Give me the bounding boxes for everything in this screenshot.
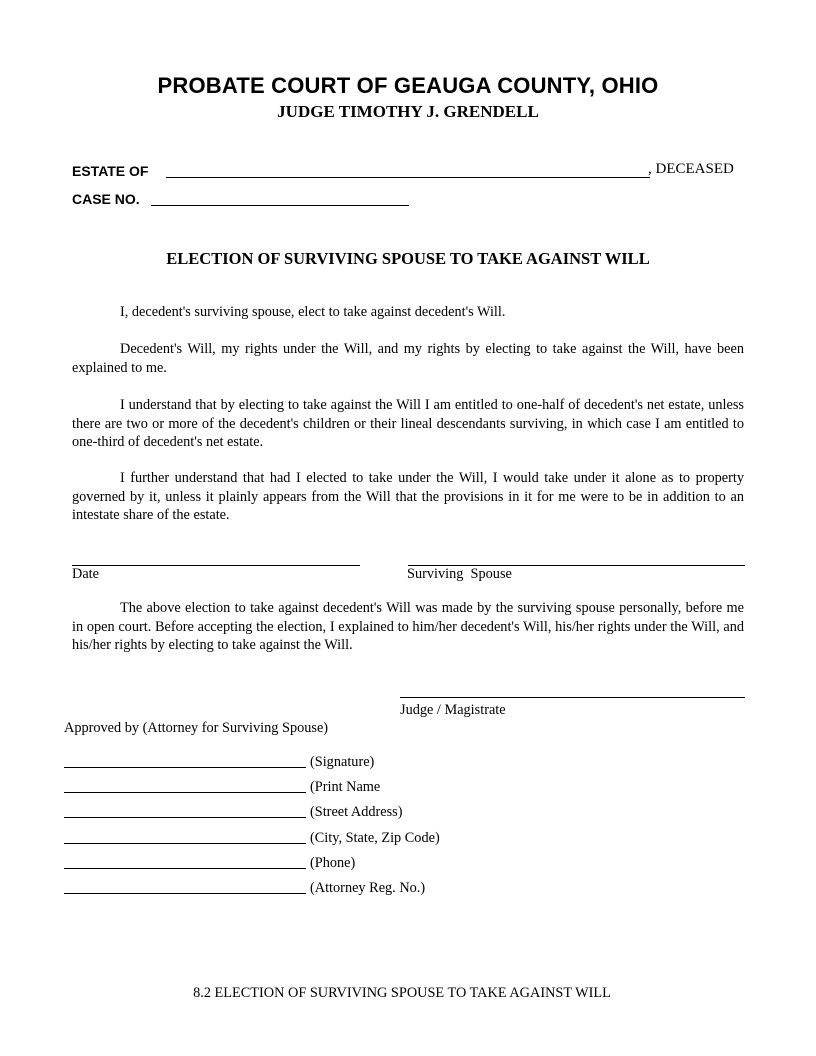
attorney-city-state-zip-label: (City, State, Zip Code) xyxy=(310,830,440,846)
attorney-approval-heading: Approved by (Attorney for Surviving Spouse) xyxy=(64,720,329,736)
paragraph-under-will xyxy=(72,469,744,525)
attorney-print-name-field[interactable] xyxy=(64,792,306,793)
paragraph-election-text: I, decedent's surviving spouse, elect to take against decedent's Will. xyxy=(120,304,506,320)
case-no-label: CASE NO. xyxy=(72,191,140,207)
attorney-reg-no-field[interactable] xyxy=(64,893,306,894)
attorney-street-address-label: (Street Address) xyxy=(310,804,403,820)
paragraph-entitlement-text: I understand that by electing to take against the Will I am entitled to one-half of decedent's net estate, unless there are two or more of the decedent's children or their lineal descendants surviving, in which case I am entitled to one-third of decedent's net estate. xyxy=(72,397,744,450)
attorney-print-name-label: (Print Name xyxy=(310,779,381,795)
surviving-spouse-label: Surviving Spouse xyxy=(407,566,512,582)
attorney-city-state-zip-field[interactable] xyxy=(64,843,306,844)
judge-signature-field[interactable] xyxy=(400,697,745,698)
judge-title: JUDGE TIMOTHY J. GRENDELL xyxy=(277,102,539,121)
estate-name-field[interactable] xyxy=(166,177,650,178)
attorney-phone-field[interactable] xyxy=(64,868,306,869)
paragraph-under-will-text: I further understand that had I elected to take under the Will, I would take under it alone as to property governed by it, unless it plainly appears from the Will that the provisions in it for me were to be in addition to an intestate share of the estate. xyxy=(72,470,744,523)
case-number-field[interactable] xyxy=(151,205,409,206)
paragraph-election xyxy=(72,303,744,322)
attorney-city-state-zip-row xyxy=(64,830,440,847)
court-title: PROBATE COURT OF GEAUGA COUNTY, OHIO xyxy=(157,73,659,98)
paragraph-explained xyxy=(72,340,744,377)
attorney-signature-field[interactable] xyxy=(64,767,306,768)
attorney-phone-row xyxy=(64,855,355,872)
paragraph-open-court-text: The above election to take against decedent's Will was made by the surviving spouse personally, before me in open court. Before accepting the election, I explained to him/her decedent's Will, his/her rights under the Will, and his/her rights by electing to take against the Will. xyxy=(72,600,744,653)
attorney-signature-label: (Signature) xyxy=(310,754,375,770)
attorney-street-address-row xyxy=(64,804,403,821)
attorney-street-address-field[interactable] xyxy=(64,817,306,818)
attorney-print-name-row xyxy=(64,779,380,796)
document-title: ELECTION OF SURVIVING SPOUSE TO TAKE AGAINST WILL xyxy=(166,249,650,268)
attorney-phone-label: (Phone) xyxy=(310,855,356,871)
paragraph-entitlement xyxy=(72,396,744,452)
paragraph-explained-text: Decedent's Will, my rights under the Will, and my rights by electing to take against the Will, have been explained to me. xyxy=(72,341,744,376)
attorney-reg-no-label: (Attorney Reg. No.) xyxy=(310,880,426,896)
date-label: Date xyxy=(72,566,99,582)
attorney-signature-row xyxy=(64,754,374,771)
estate-of-label: ESTATE OF xyxy=(72,163,149,179)
judge-magistrate-label: Judge / Magistrate xyxy=(400,702,506,718)
paragraph-open-court xyxy=(72,599,744,655)
attorney-reg-no-row xyxy=(64,880,425,897)
deceased-suffix: , DECEASED xyxy=(648,161,734,177)
form-footer: 8.2 ELECTION OF SURVIVING SPOUSE TO TAKE AGAINST WILL xyxy=(193,985,611,1001)
date-field[interactable] xyxy=(72,565,360,566)
